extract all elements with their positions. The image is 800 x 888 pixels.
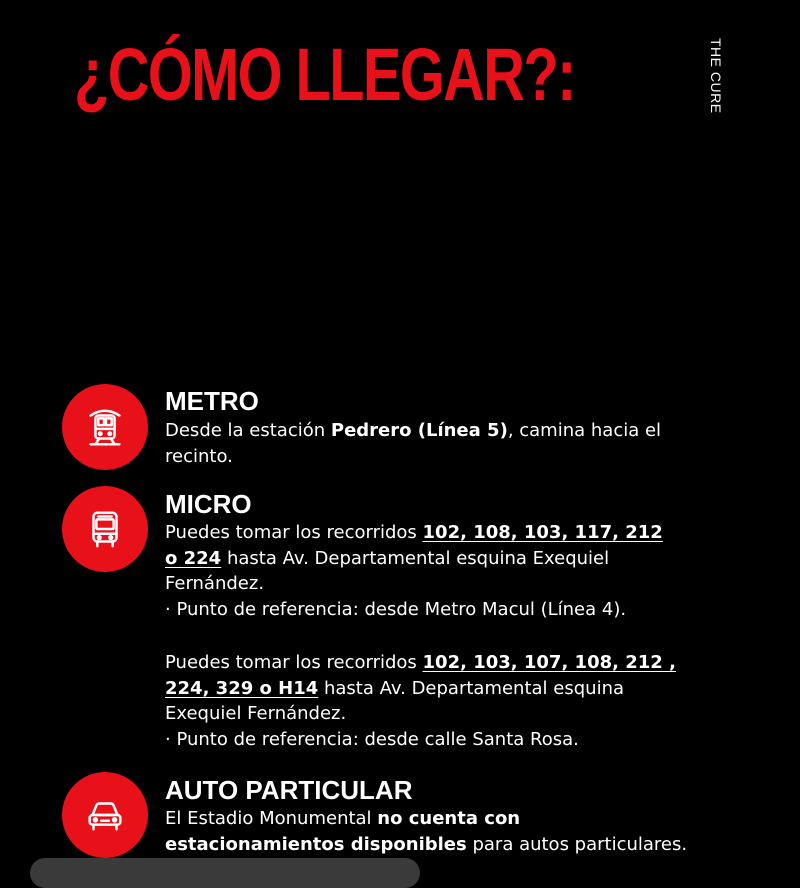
route-list-2: 102, 103, 107, 108, 212 , xyxy=(422,652,676,673)
bus-icon xyxy=(82,506,128,552)
route-list-1: 102, 108, 103, 117, 212 xyxy=(422,522,663,543)
micro-icon-badge xyxy=(62,486,148,572)
page-title: ¿CÓMO LLEGAR?: xyxy=(74,33,575,116)
metro-description: Desde la estación Pedrero (Línea 5), camina hacia el recinto. xyxy=(165,420,662,467)
micro-description-2: Puedes tomar los recorridos 102, 103, 107, 108, 212 , 224, 329 o H14 hasta Av. Departamental esquina Exequiel Fernández. · Punto de referencia: desde calle Santa Rosa. xyxy=(165,652,676,750)
auto-description: El Estadio Monumental no cuenta con estacionamientos disponibles para autos particulares. xyxy=(165,808,688,855)
car-icon xyxy=(82,792,128,838)
train-icon xyxy=(82,404,128,450)
route-list-2b: 224, 329 o H14 xyxy=(165,677,319,699)
auto-heading: AUTO PARTICULAR xyxy=(165,775,413,805)
auto-icon-badge xyxy=(62,772,148,858)
micro-heading: MICRO xyxy=(165,489,252,519)
route-list-1b: o 224 xyxy=(165,547,222,569)
side-label: THE CURE xyxy=(708,38,724,114)
bottom-scroll-pill[interactable] xyxy=(30,858,420,888)
metro-icon-badge xyxy=(62,384,148,470)
metro-heading: METRO xyxy=(165,386,259,416)
micro-description-1: Puedes tomar los recorridos 102, 108, 103, 117, 212 o 224 hasta Av. Departamental esquina Exequiel Fernández. · Punto de referencia: desde Metro Macul (Línea 4). xyxy=(165,522,663,620)
